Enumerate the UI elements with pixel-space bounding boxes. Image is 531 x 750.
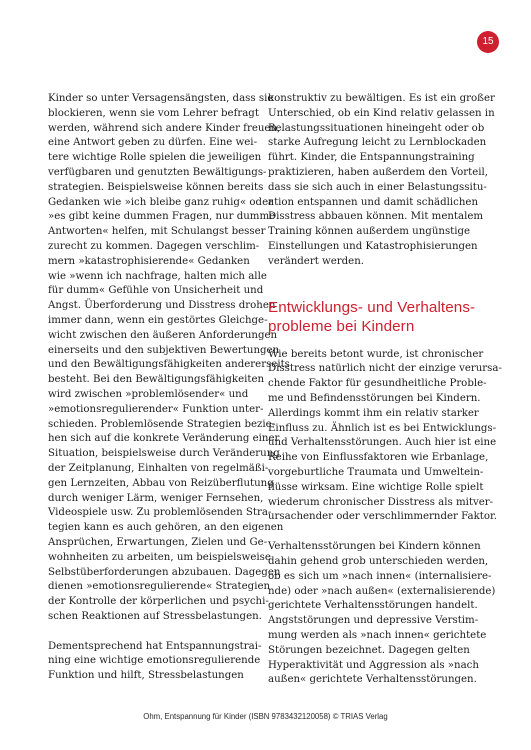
text-line: schieden. Problemlösende Strategien bezie-: [48, 418, 276, 430]
text-line: tere wichtige Rolle spielen die jeweiligen: [48, 152, 262, 164]
text-line: konstruktiv zu bewältigen. Es ist ein großer: [268, 93, 495, 104]
text-line: durch weniger Lärm, weniger Fernsehen,: [48, 492, 264, 504]
left-column: [48, 92, 290, 684]
text-line: Einfluss zu. Ähnlich ist es bei Entwicklungs-: [268, 422, 497, 434]
text-line: schen Reaktionen auf Stressbelastungen.: [48, 610, 262, 622]
text-line: ation entspannen und damit schädlichen: [268, 196, 479, 208]
section-heading: [268, 298, 483, 336]
text-line: ursachender oder verschlimmernder Faktor.: [268, 511, 497, 523]
text-line: Ansprüchen, Erwartungen, Zielen und Ge-: [48, 536, 268, 548]
text-line: starke Aufregung leicht zu Lernblockaden: [268, 137, 487, 149]
text-line: ob es sich um »nach innen« (internalisiere-: [268, 570, 492, 582]
text-line: flüsse wirksam. Eine wichtige Rolle spielt: [268, 481, 484, 493]
text-line: einerseits und den subjektiven Bewertungen: [48, 344, 280, 356]
text-line: dahin gehend grob unterschieden werden,: [268, 555, 489, 567]
text-line: eine Antwort geben zu dürfen. Eine wei-: [48, 137, 258, 149]
text-line: der Zeitplanung, Einhalten von regelmäßi-: [48, 462, 269, 474]
text-line: me und Befindensstörungen bei Kindern.: [268, 392, 481, 404]
text-line: Videospiele usw. Zu problemlösenden Stra-: [48, 507, 272, 519]
right-paragraph-3: [268, 540, 496, 688]
text-line: führt. Kinder, die Entspannungstraining: [268, 152, 475, 164]
text-line: mung werden als »nach innen« gerichtete: [268, 629, 487, 641]
text-line: zurecht zu kommen. Dagegen verschlim-: [48, 240, 260, 252]
text-line: Kinder so unter Versagensängsten, dass sie: [48, 93, 274, 104]
text-line: probleme bei Kindern: [268, 317, 415, 335]
text-line: Störungen bezeichnet. Dagegen gelten: [268, 644, 470, 656]
text-line: Belastungssituationen hineingeht oder ob: [268, 122, 485, 134]
text-line: Disstress abbauen können. Mit mentalem: [268, 211, 484, 223]
text-line: der Kontrolle der körperlichen und psychi-: [48, 596, 269, 608]
text-line: Hyperaktivität und Aggression als »nach: [268, 659, 479, 671]
text-line: ning eine wichtige emotionsregulierende: [48, 655, 261, 667]
text-line: immer dann, wenn ein gestörtes Gleichge-: [48, 314, 268, 326]
text-line: »es gibt keine dummen Fragen, nur dumme: [48, 211, 276, 223]
text-line: und den Bewältigungsfähigkeiten andererseits: [48, 359, 290, 371]
text-line: vorgeburtliche Traumata und Umweltein-: [268, 466, 484, 478]
text-line: Allerdings kommt ihm ein relativ starker: [268, 407, 479, 419]
text-line: Entwicklungs- und Verhaltens-: [268, 298, 476, 316]
text-line: Disstress natürlich nicht der einzige verursa-: [268, 363, 502, 375]
text-line: außen« gerichtete Verhaltensstörungen.: [268, 674, 477, 686]
page-number-badge: 15: [477, 31, 499, 53]
text-line: Situation, beispielsweise durch Veränderung: [48, 448, 280, 460]
text-line: dass sie sich auch in einer Belastungssitu-: [268, 181, 487, 193]
text-line: wohnheiten zu arbeiten, um beispielsweise: [48, 551, 271, 563]
text-line: nde) oder »nach außen« (externalisierende): [268, 585, 496, 597]
text-line: Training können außerdem ungünstige: [268, 226, 471, 238]
text-line: blockieren, wenn sie vom Lehrer befragt: [48, 107, 259, 119]
text-line: Dementsprechend hat Entspannungstrai-: [48, 640, 262, 652]
text-line: gerichtete Verhaltensstörungen handelt.: [268, 600, 478, 612]
text-line: Wie bereits betont wurde, ist chronischer: [268, 348, 484, 360]
text-line: dienen »emotionsregulierende« Strategien: [48, 581, 271, 593]
left-paragraph-2: [48, 640, 266, 684]
text-line: wicht zwischen den äußeren Anforderungen: [48, 329, 278, 341]
text-line: strategien. Beispielsweise können bereits: [48, 181, 264, 193]
text-line: chende Faktor für gesundheitliche Proble-: [268, 378, 487, 390]
text-line: verfügbaren und genutzten Bewältigungs-: [48, 166, 267, 178]
text-line: Gedanken wie »ich bleibe ganz ruhig« oder: [48, 196, 273, 208]
right-paragraph-2: [268, 348, 502, 526]
text-line: wie »wenn ich nachfrage, halten mich alle: [48, 270, 267, 282]
text-line: mern »katastrophisierende« Gedanken: [48, 255, 250, 267]
text-line: Antworten« helfen, mit Schulangst besser: [48, 226, 266, 238]
text-line: wiederum chronischer Disstress als mitver-: [268, 496, 494, 508]
right-paragraph-1: [268, 92, 495, 270]
text-line: Selbstüberforderungen abzubauen. Dagegen: [48, 566, 281, 578]
text-line: hen sich auf die konkrete Veränderung einer: [48, 433, 280, 445]
text-line: Angst. Überforderung und Disstress drohen: [48, 300, 276, 312]
page-footer: Ohm, Entspannung für Kinder (ISBN 9783432120058) © TRIAS Verlag: [143, 712, 388, 721]
text-line: praktizieren, haben außerdem den Vorteil,: [268, 166, 489, 178]
text-line: Angststörungen und depressive Verstim-: [268, 615, 479, 627]
text-line: »emotionsregulierender« Funktion unter-: [48, 403, 264, 415]
text-line: Verhaltensstörungen bei Kindern können: [268, 541, 481, 553]
text-line: verändert werden.: [268, 255, 365, 267]
left-paragraph-1: [48, 92, 290, 625]
text-line: Unterschied, ob ein Kind relativ gelassen in: [268, 107, 495, 119]
text-line: wird zwischen »problemlösender« und: [48, 388, 249, 400]
text-line: tegien kann es auch gehören, an den eigenen: [48, 522, 284, 534]
text-line: besteht. Bei den Bewältigungsfähigkeiten: [48, 374, 265, 386]
right-column: [268, 92, 502, 688]
text-line: für dumm« Gefühle von Unsicherheit und: [48, 285, 264, 297]
text-line: gen Lernzeiten, Abbau von Reizüberflutung: [48, 477, 274, 489]
text-line: und Verhaltensstörungen. Auch hier ist eine: [268, 437, 497, 449]
text-line: Reihe von Einflussfaktoren wie Erbanlage,: [268, 452, 489, 464]
text-line: Funktion und hilft, Stressbelastungen: [48, 670, 244, 682]
text-line: werden, während sich andere Kinder freuen,: [48, 122, 281, 134]
text-line: Einstellungen und Katastrophisierungen: [268, 240, 478, 252]
